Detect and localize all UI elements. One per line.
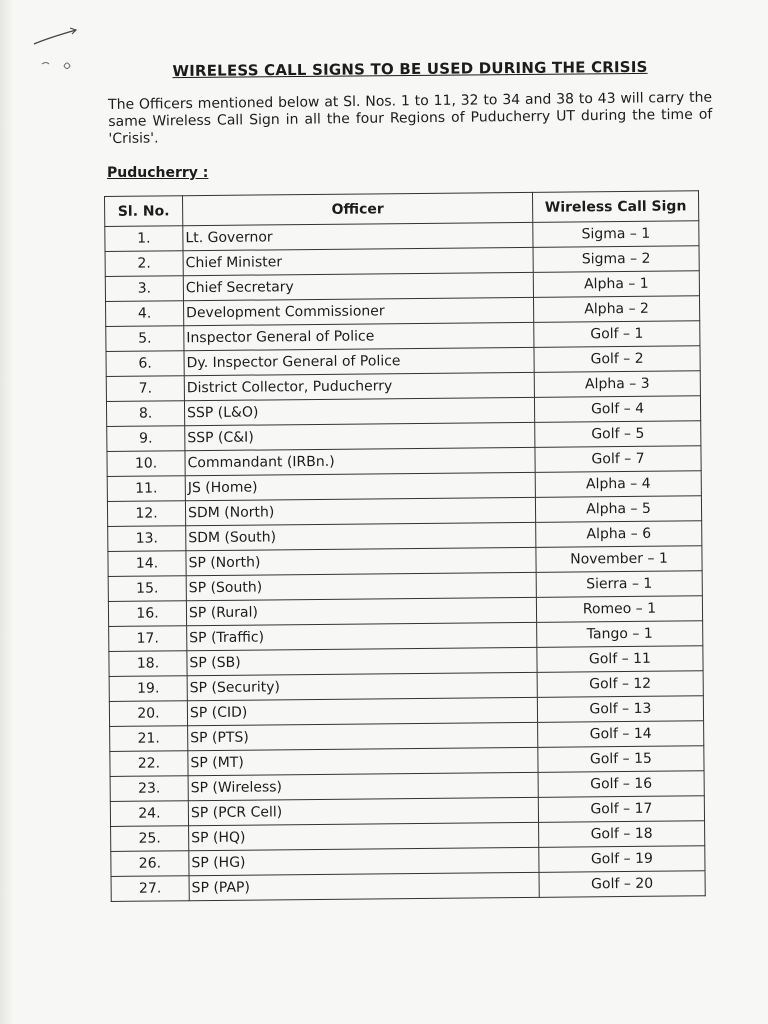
header-officer: Officer (183, 192, 533, 225)
cell-call-sign: Golf – 7 (535, 446, 701, 473)
cell-officer: Commandant (IRBn.) (185, 447, 535, 475)
cell-call-sign: Golf – 1 (534, 321, 700, 348)
call-sign-table-wrapper (104, 190, 705, 902)
header-call-sign: Wireless Call Sign (532, 191, 698, 223)
cell-sl-no: 10. (107, 451, 185, 477)
cell-officer: SP (North) (186, 547, 536, 575)
cell-sl-no: 24. (110, 801, 188, 827)
cell-call-sign: Sierra – 1 (536, 571, 702, 598)
cell-officer: JS (Home) (185, 472, 535, 500)
cell-call-sign: Golf – 20 (539, 871, 705, 898)
call-sign-table (104, 190, 706, 902)
cell-officer: SP (HG) (189, 847, 539, 875)
cell-sl-no: 11. (107, 476, 185, 502)
cell-officer: Chief Minister (183, 247, 533, 275)
cell-call-sign: Golf – 12 (537, 671, 703, 698)
intro-paragraph: The Officers mentioned below at Sl. Nos. 1 to 11, 32 to 34 and 38 to 43 will carry the same Wireless Call Sign in all the four Regions of Puducherry UT during the time of 'Crisis'. (108, 89, 713, 147)
cell-sl-no: 9. (107, 426, 185, 452)
cell-sl-no: 26. (111, 851, 189, 877)
document-title: WIRELESS CALL SIGNS TO BE USED DURING THE CRISIS (172, 57, 648, 81)
cell-sl-no: 27. (111, 876, 189, 902)
cell-sl-no: 14. (108, 551, 186, 577)
header-sl-no: Sl. No. (105, 196, 183, 227)
cell-call-sign: Golf – 2 (534, 346, 700, 373)
handwritten-mark (30, 22, 90, 82)
table-row (111, 871, 705, 902)
cell-call-sign: Golf – 5 (535, 421, 701, 448)
cell-officer: Inspector General of Police (184, 322, 534, 350)
cell-officer: SP (PAP) (189, 872, 539, 900)
cell-sl-no: 5. (106, 326, 184, 352)
cell-officer: SSP (L&O) (184, 397, 534, 425)
cell-call-sign: Golf – 11 (537, 646, 703, 673)
region-heading: Puducherry : (107, 165, 209, 181)
page-edge-shadow (0, 0, 14, 1024)
cell-call-sign: Golf – 15 (538, 746, 704, 773)
cell-sl-no: 4. (106, 301, 184, 327)
cell-call-sign: Golf – 4 (534, 396, 700, 423)
cell-officer: Development Commissioner (184, 297, 534, 325)
cell-sl-no: 21. (110, 726, 188, 752)
cell-sl-no: 6. (106, 351, 184, 377)
cell-sl-no: 25. (111, 826, 189, 852)
cell-officer: Chief Secretary (183, 272, 533, 300)
cell-sl-no: 18. (109, 651, 187, 677)
cell-sl-no: 12. (107, 501, 185, 527)
cell-officer: SP (PCR Cell) (188, 797, 538, 825)
cell-call-sign: Alpha – 1 (533, 271, 699, 298)
cell-officer: SP (South) (186, 572, 536, 600)
cell-sl-no: 16. (108, 601, 186, 627)
cell-sl-no: 1. (105, 226, 183, 252)
table-body (105, 221, 705, 902)
cell-officer: Dy. Inspector General of Police (184, 347, 534, 375)
cell-officer: SSP (C&I) (185, 422, 535, 450)
cell-call-sign: Alpha – 2 (533, 296, 699, 323)
cell-call-sign: Romeo – 1 (536, 596, 702, 623)
cell-officer: SDM (South) (186, 522, 536, 550)
cell-sl-no: 15. (108, 576, 186, 602)
cell-call-sign: Alpha – 5 (535, 496, 701, 523)
cell-call-sign: Alpha – 4 (535, 471, 701, 498)
cell-call-sign: November – 1 (536, 546, 702, 573)
cell-call-sign: Golf – 13 (537, 696, 703, 723)
cell-call-sign: Golf – 19 (539, 846, 705, 873)
cell-sl-no: 22. (110, 751, 188, 777)
cell-officer: SP (PTS) (188, 722, 538, 750)
cell-officer: District Collector, Puducherry (184, 372, 534, 400)
cell-sl-no: 3. (105, 276, 183, 302)
cell-officer: SP (Rural) (186, 597, 536, 625)
cell-sl-no: 8. (106, 401, 184, 427)
cell-call-sign: Sigma – 1 (533, 221, 699, 248)
cell-sl-no: 7. (106, 376, 184, 402)
cell-officer: SP (MT) (188, 747, 538, 775)
cell-call-sign: Sigma – 2 (533, 246, 699, 273)
cell-officer: SP (SB) (187, 647, 537, 675)
cell-officer: SP (Traffic) (187, 622, 537, 650)
cell-sl-no: 20. (109, 701, 187, 727)
cell-officer: SP (HQ) (189, 822, 539, 850)
cell-sl-no: 17. (109, 626, 187, 652)
cell-call-sign: Alpha – 3 (534, 371, 700, 398)
cell-sl-no: 2. (105, 251, 183, 277)
cell-call-sign: Golf – 14 (538, 721, 704, 748)
cell-officer: SDM (North) (185, 497, 535, 525)
cell-officer: SP (Security) (187, 672, 537, 700)
cell-call-sign: Tango – 1 (537, 621, 703, 648)
cell-sl-no: 19. (109, 676, 187, 702)
cell-sl-no: 23. (110, 776, 188, 802)
cell-officer: Lt. Governor (183, 222, 533, 250)
cell-call-sign: Golf – 16 (538, 771, 704, 798)
cell-call-sign: Golf – 18 (539, 821, 705, 848)
cell-call-sign: Golf – 17 (538, 796, 704, 823)
cell-officer: SP (Wireless) (188, 772, 538, 800)
cell-call-sign: Alpha – 6 (536, 521, 702, 548)
cell-officer: SP (CID) (187, 697, 537, 725)
cell-sl-no: 13. (108, 526, 186, 552)
